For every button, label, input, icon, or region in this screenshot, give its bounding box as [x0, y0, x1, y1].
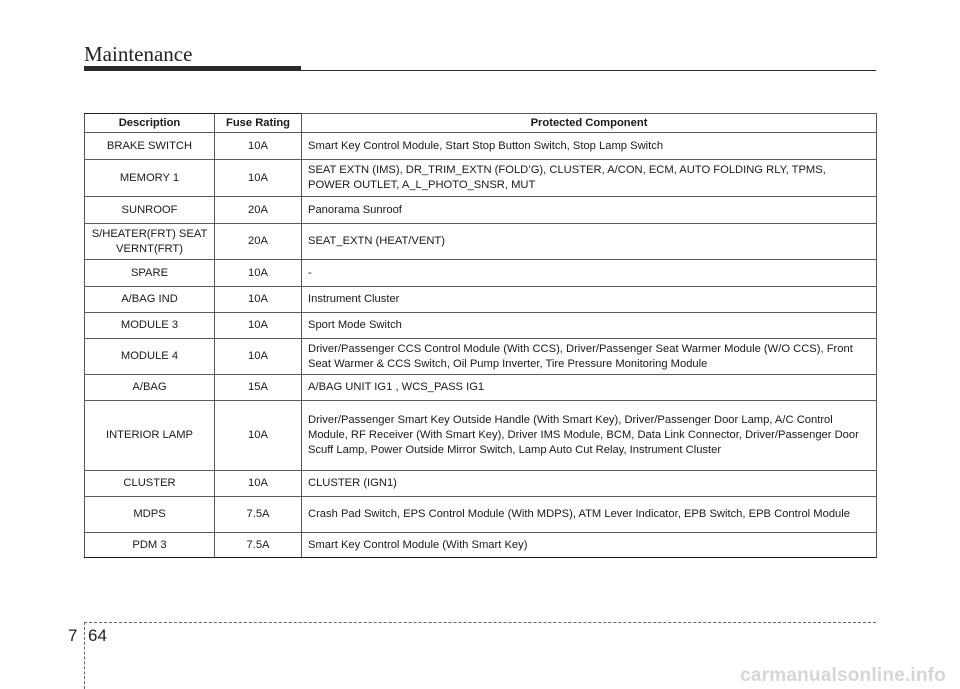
fuse-rating: 10A [215, 471, 302, 497]
fuse-rating: 7.5A [215, 497, 302, 533]
fuse-component: Smart Key Control Module, Start Stop Button Switch, Stop Lamp Switch [302, 133, 877, 160]
table-row [85, 401, 877, 471]
fuse-rating: 15A [215, 375, 302, 401]
fuse-component: - [302, 260, 877, 287]
fuse-component: Panorama Sunroof [302, 197, 877, 224]
fuse-name: SUNROOF [85, 197, 215, 224]
page-number: 64 [88, 626, 107, 645]
table-row [85, 339, 877, 375]
table-header-row [85, 114, 877, 133]
fuse-component: A/BAG UNIT IG1 , WCS_PASS IG1 [302, 375, 877, 401]
header-fuse-rating: Fuse Rating [215, 114, 302, 133]
footer-vertical-divider [84, 622, 85, 689]
header-rule-thin [301, 70, 876, 71]
fuse-rating: 20A [215, 224, 302, 260]
footer-divider [84, 622, 876, 623]
fuse-name: A/BAG [85, 375, 215, 401]
table-row [85, 260, 877, 287]
table-row [85, 287, 877, 313]
table-row [85, 160, 877, 197]
table-row [85, 533, 877, 558]
table-row [85, 497, 877, 533]
fuse-name: CLUSTER [85, 471, 215, 497]
fuse-rating: 10A [215, 401, 302, 471]
fuse-rating: 10A [215, 313, 302, 339]
fuse-component: SEAT EXTN (IMS), DR_TRIM_EXTN (FOLD’G), CLUSTER, A/CON, ECM, AUTO FOLDING RLY, TPMS, POWER OUTLET, A_L_PHOTO_SNSR, MUT [302, 160, 877, 197]
table-row [85, 313, 877, 339]
watermark: carmanualsonline.info [740, 665, 946, 686]
fuse-rating: 10A [215, 160, 302, 197]
fuse-name: S/HEATER(FRT) SEAT VERNT(FRT) [85, 224, 215, 260]
fuse-name: PDM 3 [85, 533, 215, 558]
header-rule-thick [84, 66, 301, 71]
fuse-component: Sport Mode Switch [302, 313, 877, 339]
fuse-rating: 10A [215, 339, 302, 375]
fuse-component: CLUSTER (IGN1) [302, 471, 877, 497]
fuse-name: INTERIOR LAMP [85, 401, 215, 471]
table-row [85, 224, 877, 260]
fuse-name: MEMORY 1 [85, 160, 215, 197]
fuse-component: Smart Key Control Module (With Smart Key) [302, 533, 877, 558]
header-protected-component: Protected Component [302, 114, 877, 133]
fuse-rating: 7.5A [215, 533, 302, 558]
header-description: Description [85, 114, 215, 133]
fuse-component: Driver/Passenger CCS Control Module (With CCS), Driver/Passenger Seat Warmer Module (W/O CCS), Front Seat Warmer & CCS Switch, Oil Pump Inverter, Tire Pressure Monitoring Module [302, 339, 877, 375]
section-title: Maintenance [84, 42, 193, 66]
fuse-rating: 10A [215, 287, 302, 313]
chapter-number: 7 [68, 626, 78, 645]
fuse-rating: 20A [215, 197, 302, 224]
fuse-name: A/BAG IND [85, 287, 215, 313]
fuse-rating: 10A [215, 260, 302, 287]
fuse-component: SEAT_EXTN (HEAT/VENT) [302, 224, 877, 260]
fuse-name: BRAKE SWITCH [85, 133, 215, 160]
fuse-name: MDPS [85, 497, 215, 533]
fuse-name: MODULE 3 [85, 313, 215, 339]
table-row [85, 471, 877, 497]
fuse-component: Driver/Passenger Smart Key Outside Handle (With Smart Key), Driver/Passenger Door Lamp, A/C Control Module, RF Receiver (With Smart Key), Driver IMS Module, BCM, Data Link Connector, Driver/Passenger Door Scuff Lamp, Power Outside Mirror Switch, Lamp Auto Cut Relay, Instrument Cluster [302, 401, 877, 471]
fuse-table [84, 113, 877, 558]
table-row [85, 197, 877, 224]
fuse-name: SPARE [85, 260, 215, 287]
table-row [85, 133, 877, 160]
fuse-name: MODULE 4 [85, 339, 215, 375]
fuse-rating: 10A [215, 133, 302, 160]
fuse-component: Instrument Cluster [302, 287, 877, 313]
table-row [85, 375, 877, 401]
fuse-component: Crash Pad Switch, EPS Control Module (With MDPS), ATM Lever Indicator, EPB Switch, EPB Control Module [302, 497, 877, 533]
